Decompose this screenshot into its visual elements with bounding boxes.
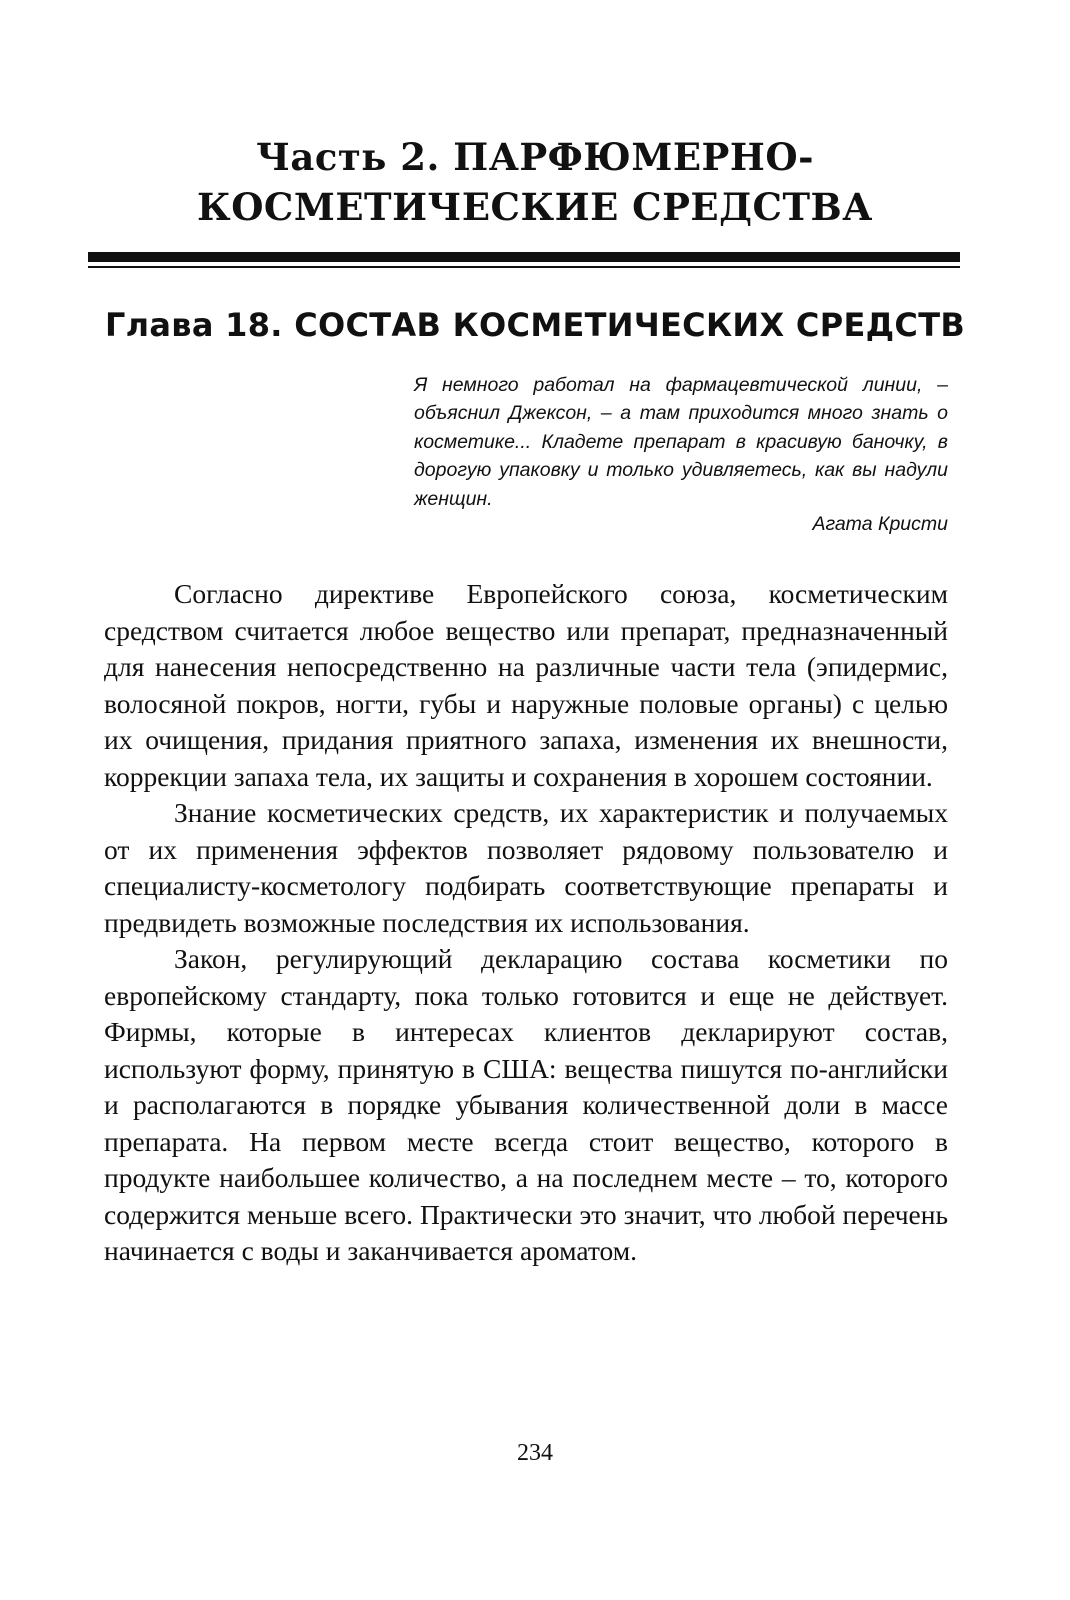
section-rule-thin xyxy=(88,266,960,268)
part-title-line1: Часть 2. ПАРФЮМЕРНО- xyxy=(256,135,814,179)
body-paragraph: Закон, регулирующий декларацию состава косметики по европейскому стандарту, пока только готовится и еще не действует. Фирмы, которые в интересах клиентов декларируют состав, используют форму, принятую в США: вещества пишутся по-английски и располагаются в порядке убывания количественной доли в массе препарата. На первом месте всегда стоит вещество, которого в продукте наибольшее количество, а на последнем месте – то, которого содержится меньше всего. Практически это значит, что любой перечень начинается с воды и заканчивается ароматом. xyxy=(104,943,948,1266)
body-paragraph: Знание косметических средств, их характеристик и получаемых от их применения эффектов позволяет рядовому пользователю и специалисту-косметологу подбирать соответствующие препараты и предвидеть возможные последствия их использования. xyxy=(104,797,948,938)
epigraph-author: Агата Кристи xyxy=(812,513,948,535)
chapter-title: Глава 18. СОСТАВ КОСМЕТИЧЕСКИХ СРЕДСТВ xyxy=(104,306,966,344)
part-title-line2: КОСМЕТИЧЕСКИЕ СРЕДСТВА xyxy=(197,185,873,229)
body-text xyxy=(104,576,948,1270)
part-title xyxy=(100,132,970,232)
section-rule-thick xyxy=(88,252,960,262)
body-paragraph: Согласно директиве Европейского союза, косметическим средством считается любое вещество или препарат, предназначенный для нанесения непосредственно на различные части тела (эпидермис, волосяной покров, ногти, губы и наружные половые органы) с целью их очищения, придания приятного запаха, изменения их внешности, коррекции запаха тела, их защиты и сохранения в хорошем состоянии. xyxy=(104,578,948,792)
page-number: 234 xyxy=(517,1440,553,1466)
epigraph-text: Я немного работал на фармацевтической линии, – объяснил Джексон, – а там приходится много знать о косметике... Кладете препарат в красивую баночку, в дорогую упаковку и только удивляетесь, как вы надули женщин. xyxy=(414,374,948,510)
